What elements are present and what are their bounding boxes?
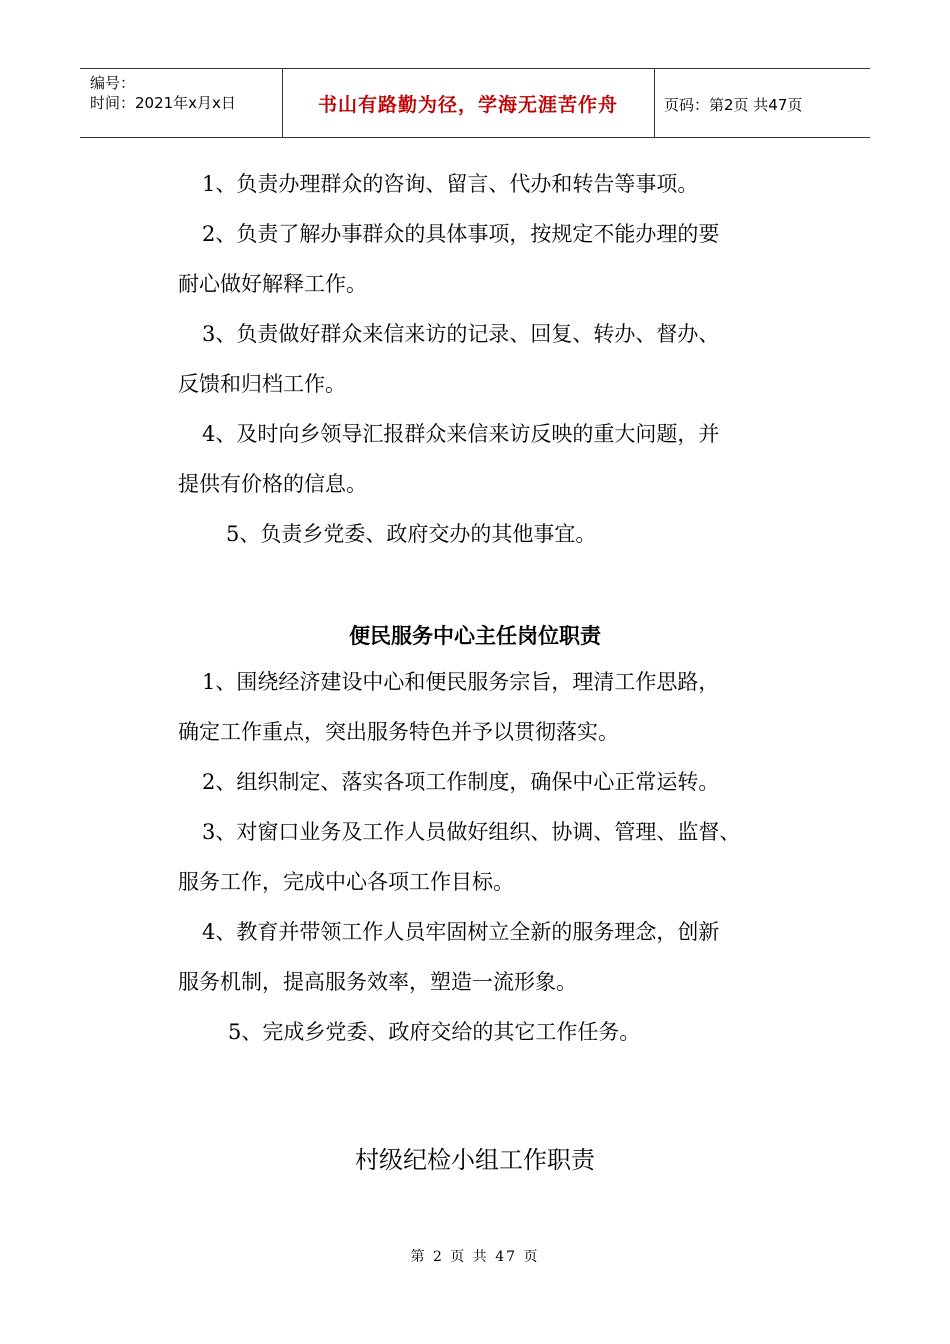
- section-1-line-7: 提供有价格的信息。: [178, 472, 367, 496]
- document-number-label: 编号：: [90, 74, 136, 92]
- page-header: [80, 68, 870, 138]
- section-1-line-5: 反馈和归档工作。: [178, 372, 346, 396]
- section-2-line-4: 3、对窗口业务及工作人员做好组织、协调、管理、监督、: [202, 820, 741, 844]
- section-2-line-8: 5、完成乡党委、政府交给的其它工作任务。: [228, 1020, 641, 1044]
- header-page-info: 页码：第2页 共47页: [664, 96, 803, 114]
- section-1-line-3: 耐心做好解释工作。: [178, 272, 367, 296]
- document-time-label: 时间：2021年x月x日: [90, 94, 236, 112]
- header-meta: [90, 73, 236, 113]
- section-2-line-7: 服务机制，提高服务效率，塑造一流形象。: [178, 970, 577, 994]
- section-1-line-6: 4、及时向乡领导汇报群众来信来访反映的重大问题，并: [202, 422, 720, 446]
- section-1-line-8: 5、负责乡党委、政府交办的其他事宜。: [226, 522, 597, 546]
- section-2-title: 便民服务中心主任岗位职责: [349, 624, 601, 648]
- section-2-line-1: 1、围绕经济建设中心和便民服务宗旨，理清工作思路，: [202, 670, 720, 694]
- section-3-title: 村级纪检小组工作职责: [355, 1146, 595, 1174]
- section-2-line-3: 2、组织制定、落实各项工作制度，确保中心正常运转。: [202, 770, 720, 794]
- section-2-line-6: 4、教育并带领工作人员牢固树立全新的服务理念，创新: [202, 920, 720, 944]
- section-1-line-2: 2、负责了解办事群众的具体事项，按规定不能办理的要: [202, 222, 720, 246]
- page-footer: 第 2 页 共 47 页: [410, 1249, 540, 1265]
- section-2-line-2: 确定工作重点，突出服务特色并予以贯彻落实。: [178, 720, 619, 744]
- header-divider-right: [654, 69, 655, 137]
- section-1-line-4: 3、负责做好群众来信来访的记录、回复、转办、督办、: [202, 322, 720, 346]
- header-motto: 书山有路勤为径，学海无涯苦作舟: [317, 93, 618, 116]
- section-1-line-1: 1、负责办理群众的咨询、留言、代办和转告等事项。: [202, 172, 699, 196]
- section-2-line-5: 服务工作，完成中心各项工作目标。: [178, 870, 514, 894]
